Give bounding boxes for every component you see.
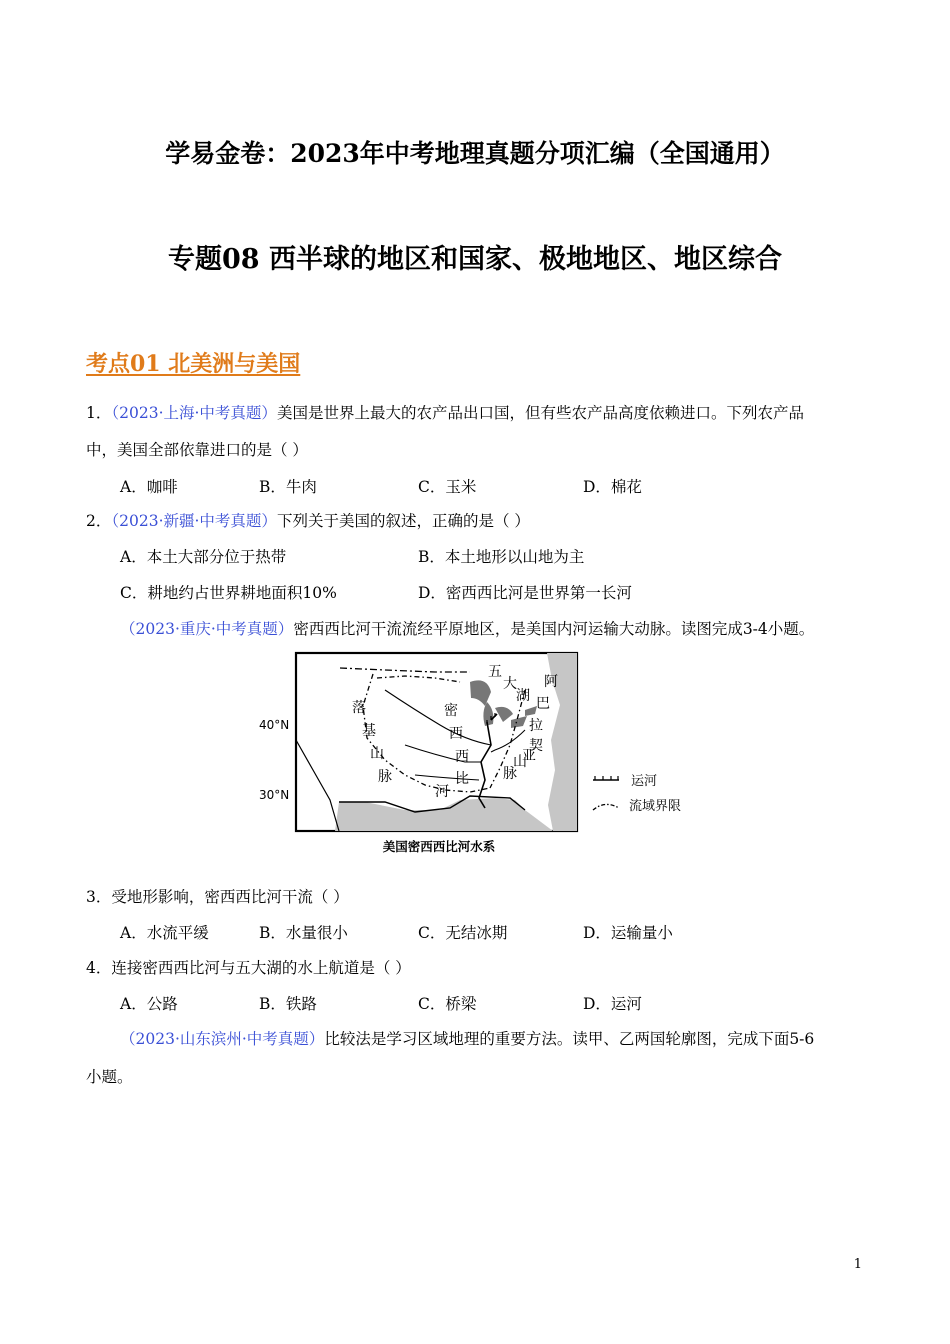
rocky-mountains-label: 山 [370,746,384,762]
latitude-30-label: 30°N [259,788,290,802]
map-caption: 美国密西西比河水系 [382,839,496,854]
question-2-stem [86,510,530,532]
option: B．牛肉 [259,478,317,496]
option: A．咖啡 [120,478,178,496]
mississippi-label: 比 [455,771,469,787]
option: B．水量很小 [259,924,348,942]
appalachian-label: 巴 [536,696,550,712]
option: D．密西西比河是世界第一长河 [418,584,632,602]
question-text: 美国是世界上最大的农产品出口国，但有些农产品高度依赖进口。下列农产品 [276,404,804,422]
option: A．本土大部分位于热带 [120,548,287,566]
mississippi-map-figure [255,650,695,860]
mississippi-label: 西 [455,749,469,765]
option: A．公路 [120,995,178,1013]
rocky-mountains-label: 脉 [378,769,392,785]
question-4-stem [86,957,411,979]
question-group-3-4-stem [120,618,814,640]
option: C．耕地约占世界耕地面积10% [120,584,337,602]
topic-title: 专题08 西半球的地区和国家、极地地区、地区综合 [168,244,782,275]
question-3-stem [86,886,349,908]
option: B．铁路 [259,995,317,1013]
option: A．水流平缓 [120,924,209,942]
question-number: 4． [86,959,112,977]
latitude-40-label: 40°N [259,718,290,732]
question-source: （2023·重庆·中考真题） [120,620,294,638]
option: D．运河 [583,995,642,1013]
legend-basin-label: 流域界限 [629,799,682,814]
question-text: 密西西比河干流流经平原地区，是美国内河运输大动脉。读图完成3-4小题。 [293,620,815,638]
rocky-mountains-label: 基 [362,723,376,739]
mississippi-label: 河 [435,784,449,800]
basin-legend-symbol [593,804,619,810]
great-lakes-label: 大 [503,676,517,692]
legend-canal-label: 运河 [631,774,658,789]
question-source: （2023·新疆·中考真题） [111,512,277,530]
document-title: 学易金卷：2023年中考地理真题分项汇编（全国通用） [165,139,785,168]
question-number: 1． [86,404,112,422]
question-text: 比较法是学习区域地理的重要方法。读甲、乙两国轮廓图，完成下面5-6 [324,1030,815,1048]
option: C．桥梁 [418,995,477,1013]
appalachian-label: 拉 [529,718,543,734]
mississippi-label: 密 [444,703,458,719]
question-1-stem [86,402,804,424]
question-text: 受地形影响，密西西比河干流（ ） [111,888,349,906]
page-number: 1 [853,1257,862,1272]
option: D．运输量小 [583,924,673,942]
appalachian-label: 亚 [522,748,536,764]
question-number: 3． [86,888,112,906]
appalachian-label: 脉 [503,766,517,782]
mississippi-label: 西 [449,726,463,742]
appalachian-label: 契 [529,738,543,754]
appalachian-label: 山 [513,754,527,770]
question-text: 连接密西西比河与五大湖的水上航道是（ ） [111,959,411,977]
question-source: （2023·上海·中考真题） [111,404,277,422]
great-lakes-label: 五 [488,664,502,680]
question-number: 2． [86,512,112,530]
question-group-5-6-stem [120,1028,814,1050]
rocky-mountains-label: 落 [352,700,366,716]
section-heading: 考点01 北美洲与美国 [86,351,301,377]
appalachian-label: 阿 [544,674,558,690]
option: B．本土地形以山地为主 [418,548,585,566]
option: D．棉花 [583,478,642,496]
question-source: （2023·山东滨州·中考真题） [120,1030,325,1048]
question-1-stem-cont: 中，美国全部依靠进口的是（ ） [86,441,308,459]
great-lakes-label: 湖 [516,688,530,704]
question-group-5-6-stem-cont: 小题。 [86,1068,133,1086]
question-text: 下列关于美国的叙述，正确的是（ ） [276,512,530,530]
option: C．无结冰期 [418,924,508,942]
option: C．玉米 [418,478,477,496]
